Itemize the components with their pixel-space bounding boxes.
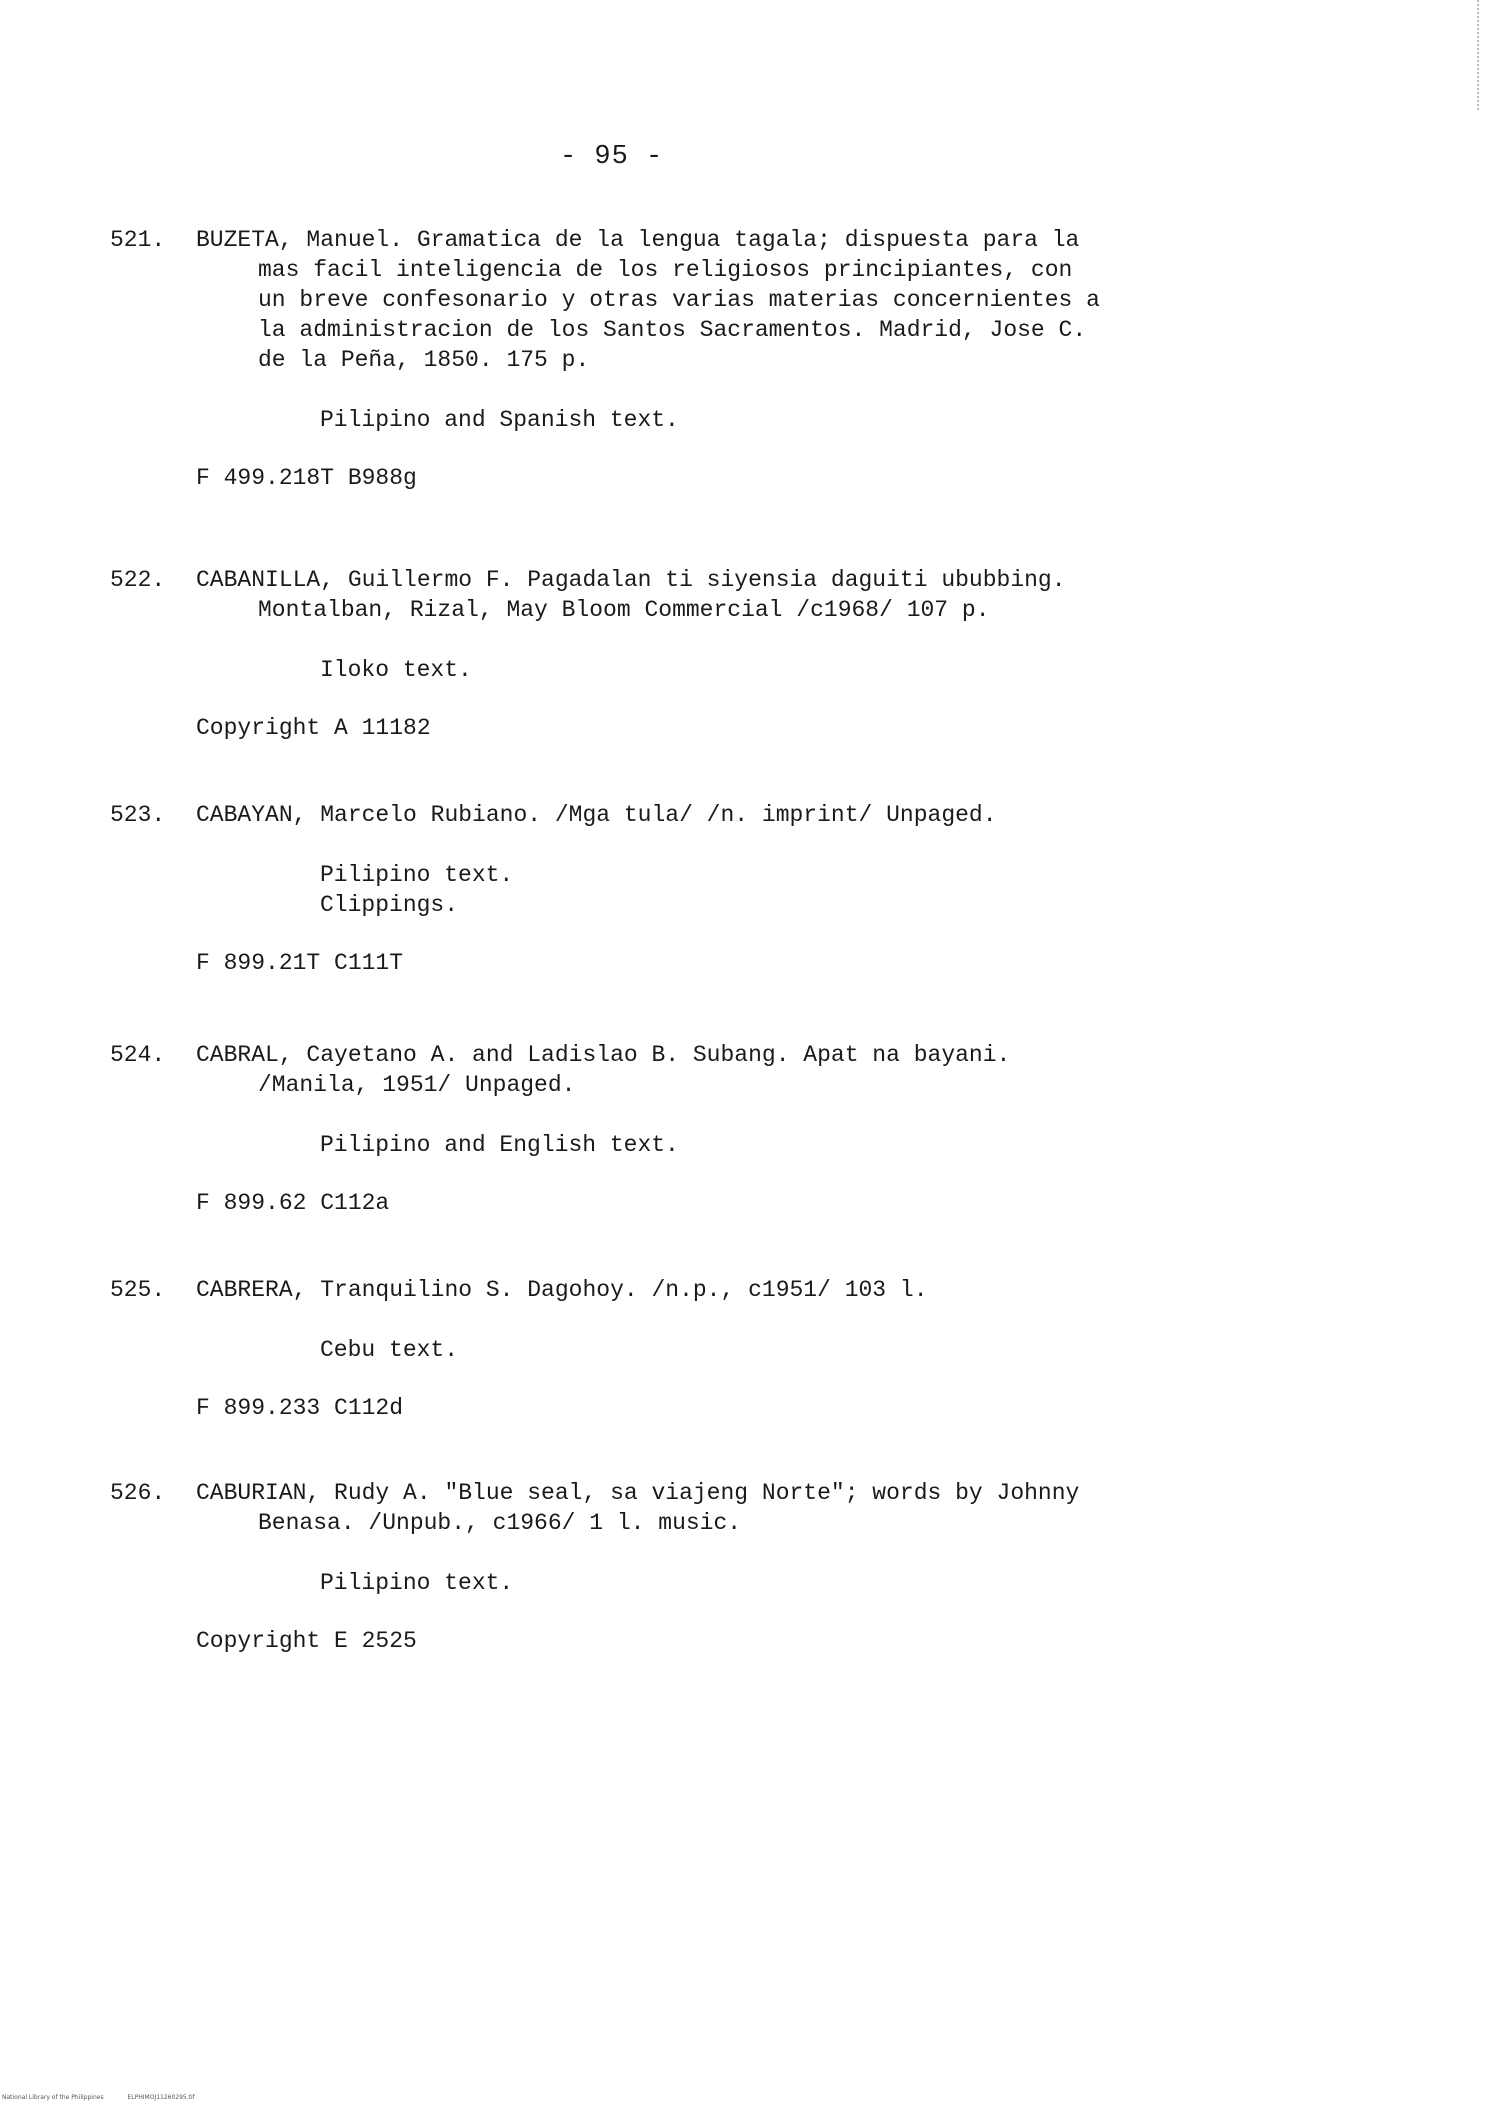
entry-citation: BUZETA, Manuel. Gramatica de la lengua tagala; dispuesta para la mas facil inteligencia de los religiosos principiantes, con un breve confesonario y otras varias materias concernientes a la administracion de los Santos Sacramentos. Madrid, Jose C. de la Peña, 1850. 175 p. [196, 227, 1114, 373]
entry-note: Pilipino and Spanish text. [320, 407, 679, 433]
entry-notes [320, 860, 1110, 920]
bibliography-entry [110, 565, 1110, 743]
entry-number: 521. [110, 227, 166, 253]
entry-number: 524. [110, 1042, 166, 1068]
bibliography-entry [110, 800, 1110, 978]
entry-note: Cebu text. [320, 1337, 459, 1363]
bibliography-entry [110, 1275, 1110, 1423]
entry-note: Clippings. [320, 892, 459, 918]
scan-edge-marks [1473, 0, 1479, 110]
entry-number: 523. [110, 802, 166, 828]
entry-number: 525. [110, 1277, 166, 1303]
entry-notes [320, 1568, 1110, 1598]
entry-notes [320, 1130, 1110, 1160]
bibliography-entry [110, 1040, 1110, 1218]
entry-call-number: Copyright E 2525 [196, 1628, 417, 1654]
entry-call-number: F 499.218T B988g [196, 465, 417, 491]
entry-citation: CABRERA, Tranquilino S. Dagohoy. /n.p., c1951/ 103 l. [196, 1277, 928, 1303]
scan-footer [2, 2094, 217, 2101]
entry-call-number: Copyright A 11182 [196, 715, 431, 741]
entry-note: Pilipino text. [320, 1570, 514, 1596]
bibliography-entry [110, 225, 1114, 493]
page-number: - 95 - [560, 142, 664, 172]
entry-call-number: F 899.21T C111T [196, 950, 404, 976]
entry-number: 522. [110, 567, 166, 593]
entry-number: 526. [110, 1480, 166, 1506]
entry-note: Pilipino and English text. [320, 1132, 679, 1158]
bibliography-entry [110, 1478, 1110, 1656]
entry-citation: CABRAL, Cayetano A. and Ladislao B. Subang. Apat na bayani. /Manila, 1951/ Unpaged. [196, 1042, 1025, 1098]
entry-notes [320, 405, 1110, 435]
entry-citation: CABAYAN, Marcelo Rubiano. /Mga tula/ /n. imprint/ Unpaged. [196, 802, 997, 828]
entry-citation: CABURIAN, Rudy A. "Blue seal, sa viajeng Norte"; words by Johnny Benasa. /Unpub., c1966/ 1 l. music. [196, 1480, 1094, 1536]
entry-note: Pilipino text. [320, 862, 514, 888]
entry-notes [320, 655, 1110, 685]
entry-notes [320, 1335, 1110, 1365]
footer-file-id: ELPHIMOJ11260295.tif [127, 2094, 195, 2101]
entry-citation: CABANILLA, Guillermo F. Pagadalan ti siyensia daguiti ububbing. Montalban, Rizal, May Bloom Commercial /c1968/ 107 p. [196, 567, 1080, 623]
footer-library: National Library of the Philippines [2, 2094, 104, 2101]
entry-note: Iloko text. [320, 657, 472, 683]
entry-call-number: F 899.62 C112a [196, 1190, 390, 1216]
entry-call-number: F 899.233 C112d [196, 1395, 404, 1421]
